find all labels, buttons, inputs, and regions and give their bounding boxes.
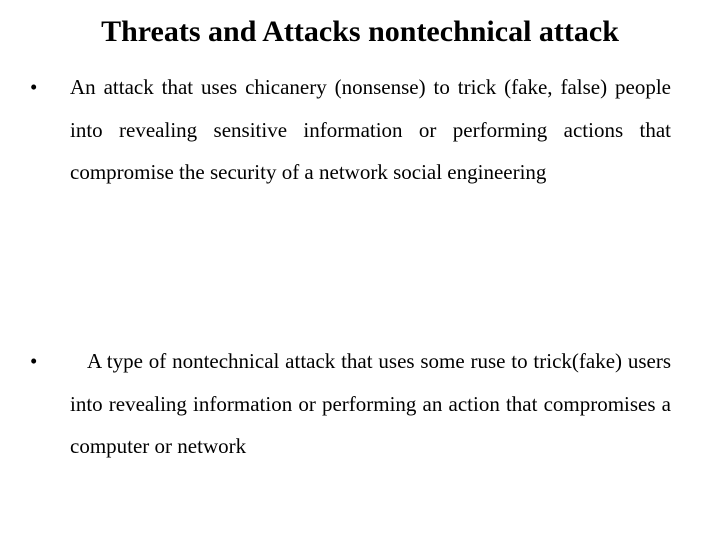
bullet-text: An attack that uses chicanery (nonsense) to trick (fake, false) people into revealing sensitive information or performing actions that compromise the security of a network social engineering bbox=[70, 75, 671, 184]
slide-title: Threats and Attacks nontechnical attack bbox=[101, 15, 619, 48]
bullet-marker: • bbox=[30, 75, 38, 99]
bullet-item bbox=[30, 340, 671, 468]
bullet-item bbox=[30, 66, 671, 194]
bullet-text: A type of nontechnical attack that uses some ruse to trick(fake) users into revealing information or performing an action that compromises a computer or network bbox=[70, 349, 671, 458]
bullet-marker: • bbox=[30, 349, 38, 373]
